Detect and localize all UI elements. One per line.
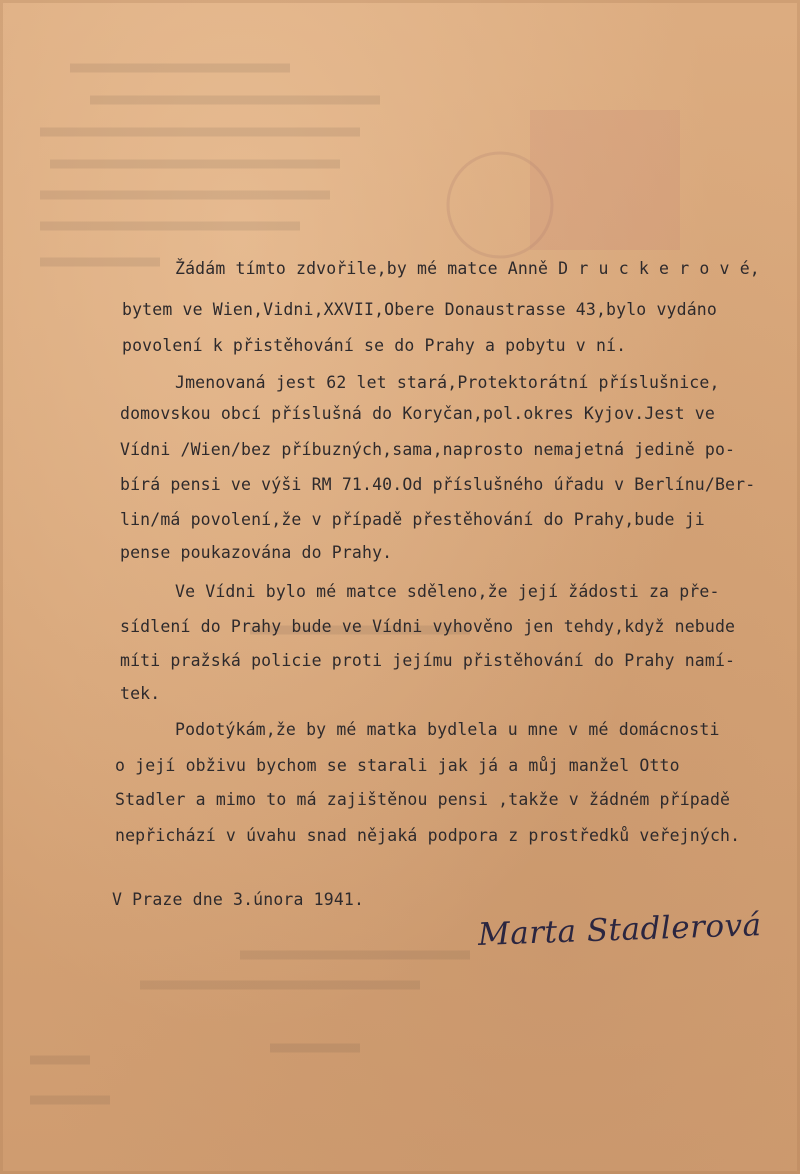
letter-line: pense poukazována do Prahy. (120, 543, 393, 562)
letter-line: povolení k přistěhování se do Prahy a pobytu v ní. (122, 336, 627, 355)
letter-line: o její obživu bychom se starali jak já a můj manžel Otto (115, 756, 680, 775)
signature: Marta Stadlerová (477, 907, 763, 953)
letter-line: Stadler a mimo to má zajištěnou pensi ,takže v žádném případě (115, 790, 731, 809)
letter-line: tek. (120, 684, 161, 703)
letter-line: Žádám tímto zdvořile,by mé matce Anně D r u c k e r o v é, (175, 259, 760, 278)
letter-line: lin/má povolení,že v případě přestěhování do Prahy,bude ji (120, 510, 705, 529)
letter-line: míti pražská policie proti jejímu přistěhování do Prahy namí- (120, 651, 736, 670)
letter-line: Vídni /Wien/bez příbuzných,sama,naprosto nemajetná jedině po- (120, 440, 736, 459)
letter-line: Ve Vídni bylo mé matce sděleno,že její žádosti za pře- (175, 582, 720, 601)
letter-line: sídlení do Prahy bude ve Vídni vyhověno jen tehdy,když nebude (120, 617, 736, 636)
letter-line: Jmenovaná jest 62 let stará,Protektorátní příslušnice, (175, 373, 720, 392)
letter-line: nepřichází v úvahu snad nějaká podpora z prostředků veřejných. (115, 826, 741, 845)
letter-line: Podotýkám,že by mé matka bydlela u mne v mé domácnosti (175, 720, 720, 739)
letter-line: bírá pensi ve výši RM 71.40.Od příslušného úřadu v Berlínu/Ber- (120, 475, 756, 494)
letter-line: domovskou obcí příslušná do Koryčan,pol.okres Kyjov.Jest ve (120, 404, 715, 423)
letter-line: bytem ve Wien,Vidni,XXVII,Obere Donaustrasse 43,bylo vydáno (122, 300, 717, 319)
date-line: V Praze dne 3.února 1941. (112, 890, 365, 909)
